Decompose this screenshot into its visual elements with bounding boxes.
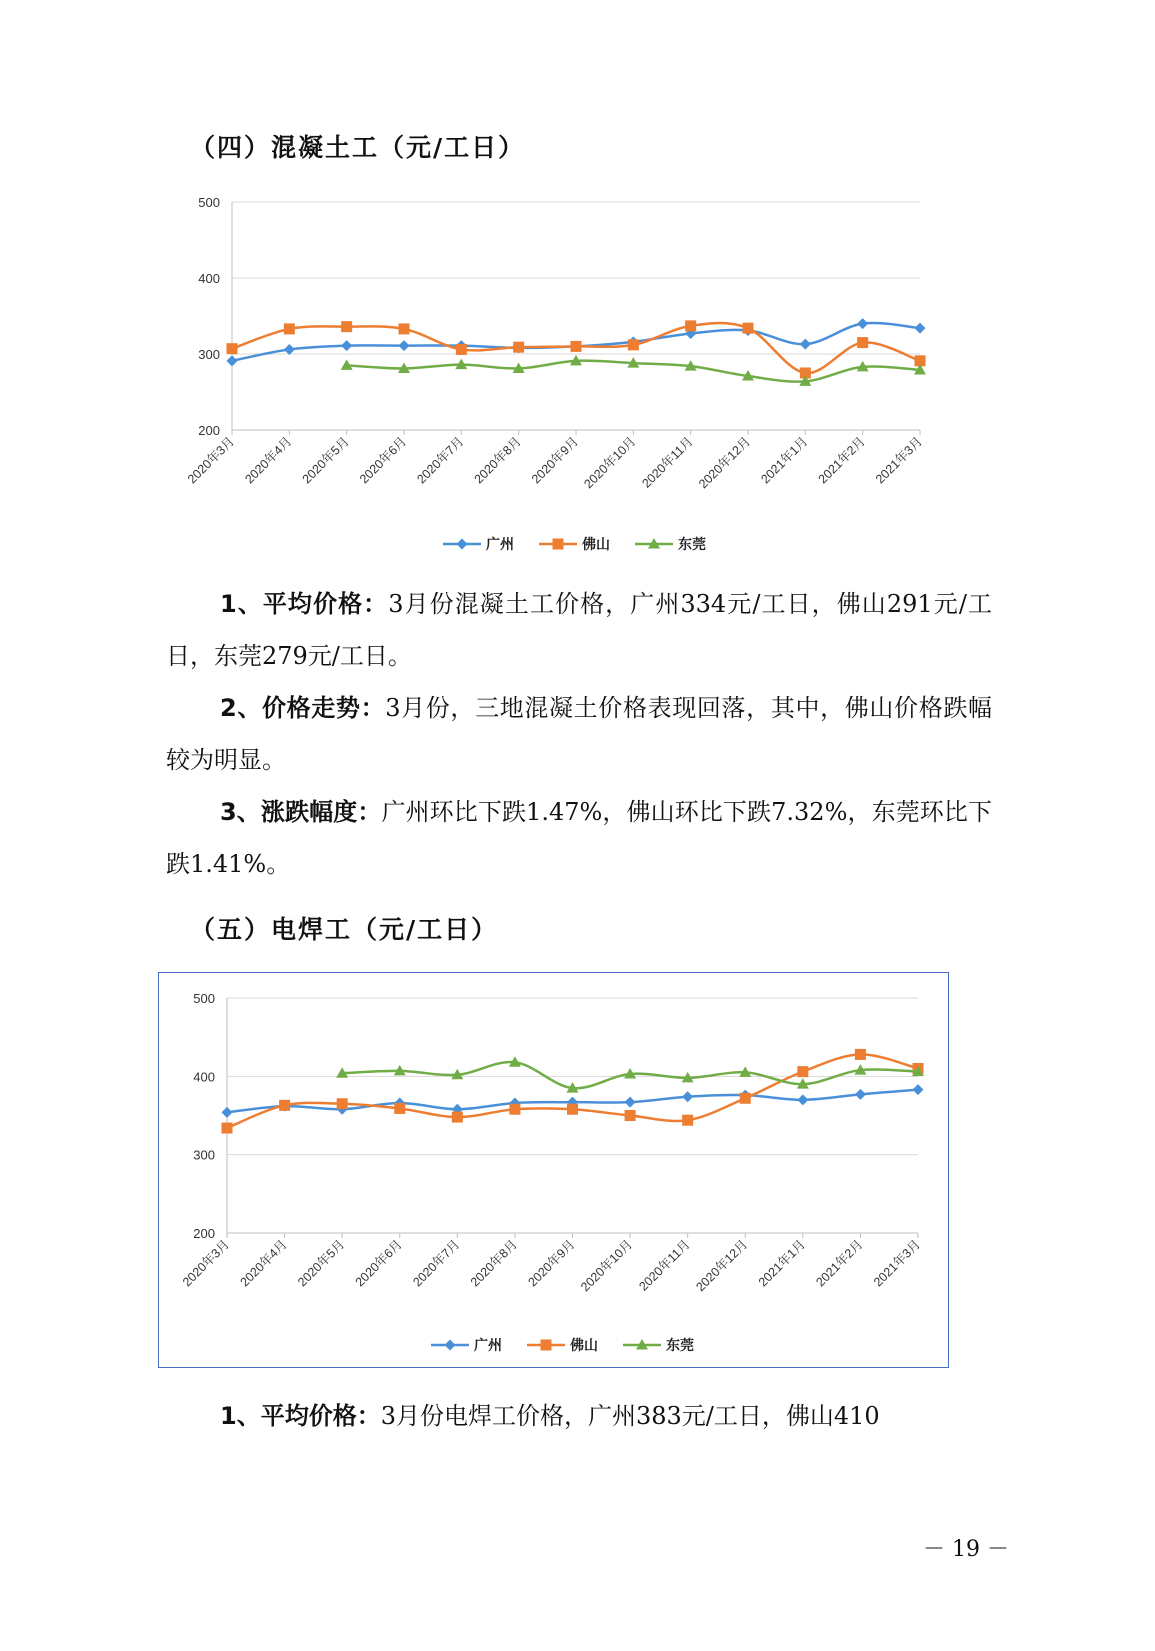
legend-marker xyxy=(541,1340,552,1351)
x-tick-label: 2021年3月 xyxy=(870,1237,924,1290)
paragraph-label: 3、涨跌幅度： xyxy=(220,798,382,826)
data-point xyxy=(628,339,639,350)
x-tick-label: 2020年12月 xyxy=(696,434,754,492)
data-point xyxy=(740,1093,751,1104)
data-point xyxy=(571,341,582,352)
y-tick-label: 300 xyxy=(198,347,220,362)
legend-label: 东莞 xyxy=(666,1337,694,1353)
chart-concrete-labor xyxy=(166,188,956,573)
series-佛山 xyxy=(227,320,926,378)
data-point xyxy=(341,340,352,351)
x-tick-label: 2021年2月 xyxy=(815,434,868,487)
paragraph-label: 1、平均价格： xyxy=(220,1402,381,1430)
data-point xyxy=(227,355,238,366)
data-point xyxy=(855,1089,866,1100)
x-tick-label: 2020年6月 xyxy=(352,1237,405,1290)
data-point xyxy=(685,320,696,331)
paragraph-average-price xyxy=(166,578,992,682)
data-point xyxy=(913,1084,924,1095)
data-point xyxy=(625,1097,636,1108)
page-number: － 19 － xyxy=(923,1537,1009,1562)
data-point xyxy=(337,1098,348,1109)
data-point xyxy=(222,1107,233,1118)
x-tick-label: 2020年11月 xyxy=(639,434,696,491)
section-heading-welder: （五）电焊工（元/工日） xyxy=(190,915,499,944)
x-tick-label: 2020年3月 xyxy=(184,434,238,487)
y-tick-label: 500 xyxy=(198,195,220,210)
data-point xyxy=(509,1104,520,1115)
y-tick-label: 400 xyxy=(193,1069,215,1085)
data-point xyxy=(222,1123,233,1134)
x-tick-label: 2020年3月 xyxy=(179,1237,233,1290)
paragraph-text: 3月份混凝土工价格，广州334元/工日，佛山291元/工日，东莞279元/工日。 xyxy=(166,590,993,670)
data-point xyxy=(797,1094,808,1105)
x-tick-label: 2020年10月 xyxy=(581,434,639,492)
paragraph-text: 广州环比下跌1.47%，佛山环比下跌7.32%，东莞环比下跌1.41%。 xyxy=(166,798,993,878)
data-point xyxy=(456,344,467,355)
data-point xyxy=(341,321,352,332)
data-point xyxy=(682,1115,693,1126)
data-point xyxy=(284,323,295,334)
paragraph-label: 1、平均价格： xyxy=(220,590,389,618)
x-tick-label: 2020年11月 xyxy=(636,1237,693,1294)
legend-marker xyxy=(445,1340,456,1351)
data-point xyxy=(855,1049,866,1060)
legend-label: 佛山 xyxy=(582,536,610,552)
data-point xyxy=(284,344,295,355)
data-point xyxy=(279,1100,290,1111)
x-tick-label: 2020年5月 xyxy=(295,1237,348,1290)
x-tick-label: 2020年9月 xyxy=(528,434,582,487)
x-tick-label: 2020年8月 xyxy=(467,1237,521,1290)
data-point xyxy=(743,323,754,334)
data-point xyxy=(857,337,868,348)
paragraph-change-range xyxy=(166,786,992,890)
data-point xyxy=(682,1091,693,1102)
chart-concrete-svg xyxy=(166,188,956,573)
data-point xyxy=(625,1110,636,1121)
x-tick-label: 2020年10月 xyxy=(578,1237,636,1295)
x-tick-label: 2020年4月 xyxy=(237,1237,290,1290)
paragraph-label: 2、价格走势： xyxy=(220,694,386,722)
section-heading-concrete: （四）混凝土工（元/工日） xyxy=(190,133,526,162)
legend-marker xyxy=(553,539,564,550)
x-tick-label: 2020年7月 xyxy=(414,434,467,487)
x-tick-label: 2020年5月 xyxy=(299,434,352,487)
x-tick-label: 2020年8月 xyxy=(471,434,524,487)
chart-welder-labor xyxy=(158,972,949,1368)
data-point xyxy=(567,1104,578,1115)
x-tick-label: 2021年3月 xyxy=(872,434,926,487)
paragraph-welder-average-price xyxy=(166,1390,992,1442)
x-tick-label: 2021年2月 xyxy=(813,1237,866,1290)
data-point xyxy=(452,1112,463,1123)
data-point xyxy=(857,318,868,329)
data-point xyxy=(399,323,410,334)
paragraph-price-trend xyxy=(166,682,992,786)
y-tick-label: 500 xyxy=(193,991,215,1006)
x-tick-label: 2021年1月 xyxy=(758,434,811,487)
data-point xyxy=(797,1066,808,1077)
x-tick-label: 2021年1月 xyxy=(755,1237,808,1290)
data-point xyxy=(227,343,238,354)
legend-marker xyxy=(457,539,468,550)
paragraph-text: 3月份电焊工价格，广州383元/工日，佛山410 xyxy=(380,1402,880,1430)
x-tick-label: 2020年9月 xyxy=(525,1237,578,1290)
legend-label: 广州 xyxy=(486,536,514,552)
y-tick-label: 300 xyxy=(193,1147,215,1163)
x-tick-label: 2020年7月 xyxy=(410,1237,463,1290)
legend-label: 东莞 xyxy=(678,536,706,552)
y-tick-label: 400 xyxy=(198,271,220,286)
chart-welder-svg xyxy=(159,973,947,1366)
legend xyxy=(443,536,706,552)
paragraph-text: 3月份，三地混凝土价格表现回落，其中，佛山价格跌幅较为明显。 xyxy=(166,694,992,774)
legend-label: 广州 xyxy=(474,1337,502,1353)
legend xyxy=(431,1337,694,1353)
x-tick-label: 2020年12月 xyxy=(693,1237,751,1295)
series-东莞 xyxy=(336,1056,924,1092)
data-point xyxy=(915,323,926,334)
data-point xyxy=(399,340,410,351)
data-point xyxy=(800,339,811,350)
x-tick-label: 2020年6月 xyxy=(356,434,410,487)
y-tick-label: 200 xyxy=(193,1226,215,1241)
series-东莞 xyxy=(341,355,926,386)
y-tick-label: 200 xyxy=(198,423,220,438)
x-tick-label: 2020年4月 xyxy=(242,434,295,487)
legend-label: 佛山 xyxy=(570,1337,598,1353)
data-point xyxy=(513,342,524,353)
data-point xyxy=(394,1103,405,1114)
